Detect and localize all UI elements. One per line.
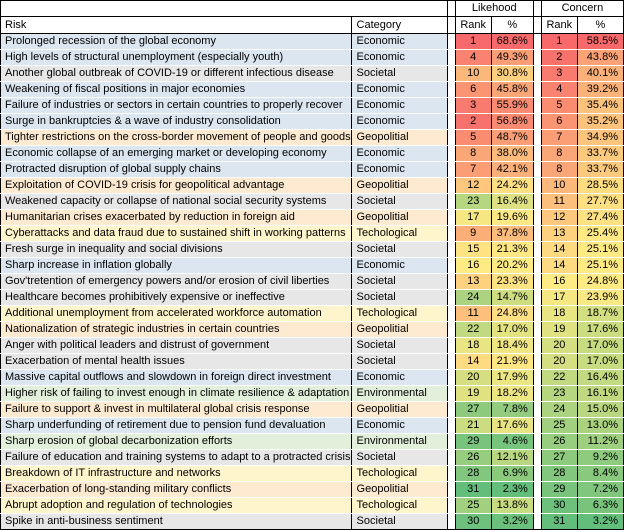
spacer-cell [533,98,541,114]
concern-pct-cell: 6.3% [577,498,623,514]
likelihood-rank-cell: 24 [455,290,491,306]
spacer-cell [533,34,541,50]
spacer-cell [533,434,541,450]
concern-pct-cell: 25.1% [577,258,623,274]
likelihood-group-header: Likehood [455,1,533,17]
category-cell: Geopolitial [351,322,447,338]
risk-cell: Weakened capacity or collapse of national social security systems [1,194,352,210]
likelihood-rank-cell: 3 [455,98,491,114]
table-row [1,114,624,130]
concern-pct-cell: 43.8% [577,50,623,66]
likelihood-pct-cell: 23.3% [491,274,533,290]
table-row [1,162,624,178]
category-cell: Societal [351,514,447,530]
likelihood-rank-cell: 2 [455,114,491,130]
likelihood-rank-cell: 26 [455,450,491,466]
risk-cell: Failure of education and training systems to adapt to a protracted crisis [1,450,352,466]
category-cell: Societal [351,338,447,354]
spacer-cell [533,322,541,338]
likelihood-rank-cell: 6 [455,82,491,98]
spacer-column [533,17,541,34]
likelihood-pct-cell: 21.3% [491,242,533,258]
concern-rank-cell: 3 [541,66,577,82]
spacer-cell [533,130,541,146]
concern-pct-cell: 34.9% [577,130,623,146]
spacer-cell [447,258,455,274]
category-cell: Economic [351,370,447,386]
likelihood-rank-cell: 11 [455,306,491,322]
spacer-cell [447,226,455,242]
category-cell: Economic [351,114,447,130]
likelihood-pct-cell: 7.8% [491,402,533,418]
spacer-cell [447,450,455,466]
concern-rank-cell: 14 [541,258,577,274]
table-row [1,434,624,450]
concern-pct-cell: 16.4% [577,370,623,386]
risk-cell: Humanitarian crises exacerbated by reduction in foreign aid [1,210,352,226]
spacer-cell [533,258,541,274]
spacer-cell [533,82,541,98]
likelihood-rank-cell: 27 [455,402,491,418]
risk-cell: Surge in bankruptcies & a wave of industry consolidation [1,114,352,130]
concern-pct-cell: 23.9% [577,290,623,306]
concern-rank-cell: 7 [541,130,577,146]
likelihood-pct-cell: 20.2% [491,258,533,274]
concern-pct-cell: 17.6% [577,322,623,338]
concern-rank-cell: 23 [541,386,577,402]
concern-rank-cell: 27 [541,450,577,466]
blank-corner-cell [1,1,448,17]
spacer-cell [447,338,455,354]
spacer-cell [533,402,541,418]
group-header-row [1,1,624,17]
concern-rank-cell: 11 [541,194,577,210]
spacer-cell [447,114,455,130]
category-cell: Societal [351,242,447,258]
concern-rank-cell: 2 [541,50,577,66]
risk-cell: Tighter restrictions on the cross-border movement of people and goods [1,130,352,146]
spacer-cell [447,498,455,514]
category-cell: Geopolitial [351,130,447,146]
spacer-cell [447,146,455,162]
category-cell: Geopolitial [351,482,447,498]
table-row [1,82,624,98]
spacer-cell [533,498,541,514]
likelihood-pct-cell: 24.8% [491,306,533,322]
spacer-cell [533,450,541,466]
concern-rank-cell: 22 [541,370,577,386]
concern-pct-cell: 13.0% [577,418,623,434]
concern-pct-cell: 25.1% [577,242,623,258]
likelihood-rank-cell: 8 [455,146,491,162]
likelihood-pct-cell: 30.8% [491,66,533,82]
table-row [1,210,624,226]
likelihood-pct-cell: 56.8% [491,114,533,130]
category-cell: Societal [351,274,447,290]
risk-cell: Nationalization of strategic industries in certain countries [1,322,352,338]
concern-pct-cell: 17.0% [577,354,623,370]
spacer-cell [447,162,455,178]
likelihood-rank-cell: 23 [455,194,491,210]
risk-cell: Weakening of fiscal positions in major economies [1,82,352,98]
concern-pct-cell: 33.7% [577,146,623,162]
category-cell: Societal [351,354,447,370]
concern-rank-cell: 6 [541,114,577,130]
risk-cell: Exacerbation of long-standing military conflicts [1,482,352,498]
spacer-cell [447,98,455,114]
concern-rank-cell: 1 [541,34,577,50]
likelihood-pct-cell: 37.8% [491,226,533,242]
risk-cell: Sharp increase in inflation globally [1,258,352,274]
spacer-cell [447,82,455,98]
table-row [1,466,624,482]
concern-rank-cell: 8 [541,162,577,178]
table-row [1,274,624,290]
spacer-cell [447,402,455,418]
spacer-cell [533,290,541,306]
spacer-cell [447,466,455,482]
spacer-cell [533,114,541,130]
risk-cell: Massive capital outflows and slowdown in foreign direct investment [1,370,352,386]
spacer-column [447,1,455,17]
risk-cell: Prolonged recession of the global economy [1,34,352,50]
likelihood-rank-cell: 30 [455,514,491,530]
category-cell: Geopolitial [351,402,447,418]
likelihood-pct-cell: 49.3% [491,50,533,66]
concern-pct-cell: 33.7% [577,162,623,178]
table-row [1,258,624,274]
column-header-row [1,17,624,34]
risk-cell: Cyberattacks and data fraud due to sustained shift in working patterns [1,226,352,242]
concern-pct-cell: 35.2% [577,114,623,130]
risk-cell: Sharp underfunding of retirement due to pension fund devaluation [1,418,352,434]
concern-pct-cell: 16.1% [577,386,623,402]
table-row [1,498,624,514]
risk-column-header: Risk [1,17,352,34]
spacer-cell [447,242,455,258]
concern-pct-cell: 7.2% [577,482,623,498]
likelihood-rank-cell: 25 [455,498,491,514]
likelihood-rank-cell: 22 [455,322,491,338]
likelihood-rank-cell: 4 [455,50,491,66]
spacer-column [533,1,541,17]
concern-rank-cell: 18 [541,306,577,322]
likelihood-rank-cell: 20 [455,370,491,386]
likelihood-rank-cell: 19 [455,386,491,402]
concern-rank-cell: 8 [541,146,577,162]
risk-cell: Failure of industries or sectors in certain countries to properly recover [1,98,352,114]
concern-rank-cell: 31 [541,514,577,530]
concern-pct-cell: 3.2% [577,514,623,530]
likelihood-pct-cell: 48.7% [491,130,533,146]
concern-rank-cell: 16 [541,274,577,290]
category-cell: Geopolitial [351,178,447,194]
category-cell: Economic [351,50,447,66]
risk-cell: Healthcare becomes prohibitively expensive or ineffective [1,290,352,306]
spacer-cell [447,210,455,226]
spacer-cell [533,306,541,322]
concern-rank-cell: 29 [541,482,577,498]
likelihood-pct-cell: 2.3% [491,482,533,498]
spacer-cell [533,274,541,290]
concern-pct-cell: 35.4% [577,98,623,114]
risk-cell: Fresh surge in inequality and social divisions [1,242,352,258]
concern-rank-cell: 13 [541,226,577,242]
risk-cell: Higher risk of failing to invest enough in climate resilience & adaptation [1,386,352,402]
table-row [1,194,624,210]
concern-rank-cell: 14 [541,242,577,258]
concern-pct-cell: 24.8% [577,274,623,290]
spacer-cell [533,210,541,226]
concern-rank-cell: 17 [541,290,577,306]
likelihood-pct-header: % [491,17,533,34]
spacer-cell [447,290,455,306]
concern-rank-cell: 25 [541,418,577,434]
spacer-cell [447,194,455,210]
likelihood-rank-cell: 5 [455,130,491,146]
likelihood-rank-cell: 1 [455,34,491,50]
likelihood-pct-cell: 17.9% [491,370,533,386]
likelihood-pct-cell: 42.1% [491,162,533,178]
concern-pct-header: % [577,17,623,34]
concern-pct-cell: 39.2% [577,82,623,98]
likelihood-pct-cell: 17.0% [491,322,533,338]
spacer-cell [447,482,455,498]
likelihood-pct-cell: 19.6% [491,210,533,226]
likelihood-pct-cell: 21.9% [491,354,533,370]
concern-pct-cell: 8.4% [577,466,623,482]
table-row [1,146,624,162]
spacer-cell [447,386,455,402]
spacer-cell [533,514,541,530]
category-cell: Techological [351,498,447,514]
concern-pct-cell: 27.7% [577,194,623,210]
table-row [1,290,624,306]
spacer-cell [533,354,541,370]
likelihood-rank-header: Rank [455,17,491,34]
spacer-cell [447,66,455,82]
likelihood-pct-cell: 13.8% [491,498,533,514]
likelihood-pct-cell: 6.9% [491,466,533,482]
category-cell: Techological [351,466,447,482]
likelihood-rank-cell: 21 [455,418,491,434]
table-row [1,98,624,114]
likelihood-pct-cell: 3.2% [491,514,533,530]
likelihood-pct-cell: 45.8% [491,82,533,98]
category-cell: Economic [351,162,447,178]
spacer-cell [447,178,455,194]
likelihood-pct-cell: 17.6% [491,418,533,434]
spacer-cell [533,370,541,386]
spacer-column [447,17,455,34]
risk-cell: Gov'tretention of emergency powers and/or erosion of civil liberties [1,274,352,290]
likelihood-pct-cell: 14.7% [491,290,533,306]
spacer-cell [447,370,455,386]
likelihood-rank-cell: 14 [455,354,491,370]
spacer-cell [447,418,455,434]
concern-pct-cell: 11.2% [577,434,623,450]
likelihood-pct-cell: 18.2% [491,386,533,402]
spacer-cell [447,274,455,290]
category-cell: Geopolitial [351,210,447,226]
risk-cell: Additional unemployment from accelerated workforce automation [1,306,352,322]
category-cell: Environmental [351,434,447,450]
risk-cell: Another global outbreak of COVID-19 or different infectious disease [1,66,352,82]
likelihood-rank-cell: 31 [455,482,491,498]
category-column-header: Category [351,17,447,34]
category-cell: Societal [351,290,447,306]
table-row [1,450,624,466]
likelihood-rank-cell: 12 [455,178,491,194]
concern-rank-cell: 19 [541,322,577,338]
concern-rank-cell: 10 [541,178,577,194]
concern-group-header: Concern [541,1,623,17]
category-cell: Societal [351,66,447,82]
spacer-cell [533,194,541,210]
concern-pct-cell: 27.4% [577,210,623,226]
table-row [1,418,624,434]
concern-pct-cell: 15.0% [577,402,623,418]
table-row [1,370,624,386]
concern-rank-header: Rank [541,17,577,34]
table-row [1,242,624,258]
spacer-cell [533,66,541,82]
table-row [1,338,624,354]
likelihood-rank-cell: 15 [455,242,491,258]
likelihood-rank-cell: 17 [455,210,491,226]
concern-rank-cell: 4 [541,82,577,98]
concern-pct-cell: 9.2% [577,450,623,466]
risk-cell: Breakdown of IT infrastructure and networks [1,466,352,482]
category-cell: Environmental [351,386,447,402]
category-cell: Economic [351,418,447,434]
concern-pct-cell: 18.7% [577,306,623,322]
category-cell: Economic [351,98,447,114]
risk-cell: Failure to support & invest in multilateral global crisis response [1,402,352,418]
concern-pct-cell: 17.0% [577,338,623,354]
likelihood-pct-cell: 18.4% [491,338,533,354]
table-row [1,306,624,322]
concern-rank-cell: 28 [541,466,577,482]
table-row [1,482,624,498]
spacer-cell [533,482,541,498]
spacer-cell [533,338,541,354]
table-row [1,402,624,418]
risk-cell: Sharp erosion of global decarbonization efforts [1,434,352,450]
table-row [1,130,624,146]
category-cell: Societal [351,194,447,210]
spacer-cell [447,514,455,530]
spacer-cell [533,466,541,482]
spacer-cell [533,50,541,66]
risk-cell: Exacerbation of mental health issues [1,354,352,370]
table-row [1,66,624,82]
likelihood-rank-cell: 18 [455,338,491,354]
concern-rank-cell: 26 [541,434,577,450]
spacer-cell [533,242,541,258]
spacer-cell [533,178,541,194]
risk-cell: Abrupt adoption and regulation of technologies [1,498,352,514]
concern-rank-cell: 24 [541,402,577,418]
category-cell: Economic [351,82,447,98]
concern-pct-cell: 40.1% [577,66,623,82]
risk-table-body [1,34,624,530]
category-cell: Economic [351,146,447,162]
spacer-cell [447,434,455,450]
table-row [1,514,624,530]
likelihood-rank-cell: 28 [455,466,491,482]
table-row [1,386,624,402]
likelihood-pct-cell: 16.4% [491,194,533,210]
spacer-cell [447,322,455,338]
likelihood-pct-cell: 4.6% [491,434,533,450]
likelihood-rank-cell: 29 [455,434,491,450]
likelihood-rank-cell: 16 [455,258,491,274]
table-row [1,50,624,66]
spacer-cell [533,226,541,242]
likelihood-pct-cell: 55.9% [491,98,533,114]
category-cell: Techological [351,306,447,322]
spacer-cell [447,34,455,50]
likelihood-rank-cell: 7 [455,162,491,178]
table-row [1,354,624,370]
likelihood-pct-cell: 38.0% [491,146,533,162]
likelihood-pct-cell: 68.6% [491,34,533,50]
spacer-cell [447,130,455,146]
risk-cell: High levels of structural unemployment (especially youth) [1,50,352,66]
likelihood-pct-cell: 12.1% [491,450,533,466]
risk-cell: Protracted disruption of global supply chains [1,162,352,178]
spacer-cell [447,306,455,322]
concern-rank-cell: 20 [541,354,577,370]
concern-rank-cell: 12 [541,210,577,226]
spacer-cell [447,50,455,66]
table-row [1,34,624,50]
category-cell: Economic [351,34,447,50]
table-row [1,178,624,194]
table-row [1,226,624,242]
likelihood-rank-cell: 10 [455,66,491,82]
likelihood-pct-cell: 24.2% [491,178,533,194]
spacer-cell [447,354,455,370]
concern-pct-cell: 25.4% [577,226,623,242]
risk-cell: Spike in anti-business sentiment [1,514,352,530]
spacer-cell [533,162,541,178]
risk-cell: Exploitation of COVID-19 crisis for geopolitical advantage [1,178,352,194]
concern-rank-cell: 20 [541,338,577,354]
spacer-cell [533,386,541,402]
likelihood-rank-cell: 13 [455,274,491,290]
spacer-cell [533,418,541,434]
likelihood-rank-cell: 9 [455,226,491,242]
risk-cell: Economic collapse of an emerging market or developing economy [1,146,352,162]
concern-pct-cell: 58.5% [577,34,623,50]
category-cell: Techological [351,226,447,242]
table-row [1,322,624,338]
concern-pct-cell: 28.5% [577,178,623,194]
spacer-cell [533,146,541,162]
concern-rank-cell: 5 [541,98,577,114]
category-cell: Economic [351,258,447,274]
concern-rank-cell: 30 [541,498,577,514]
risk-cell: Anger with political leaders and distrust of government [1,338,352,354]
category-cell: Societal [351,450,447,466]
